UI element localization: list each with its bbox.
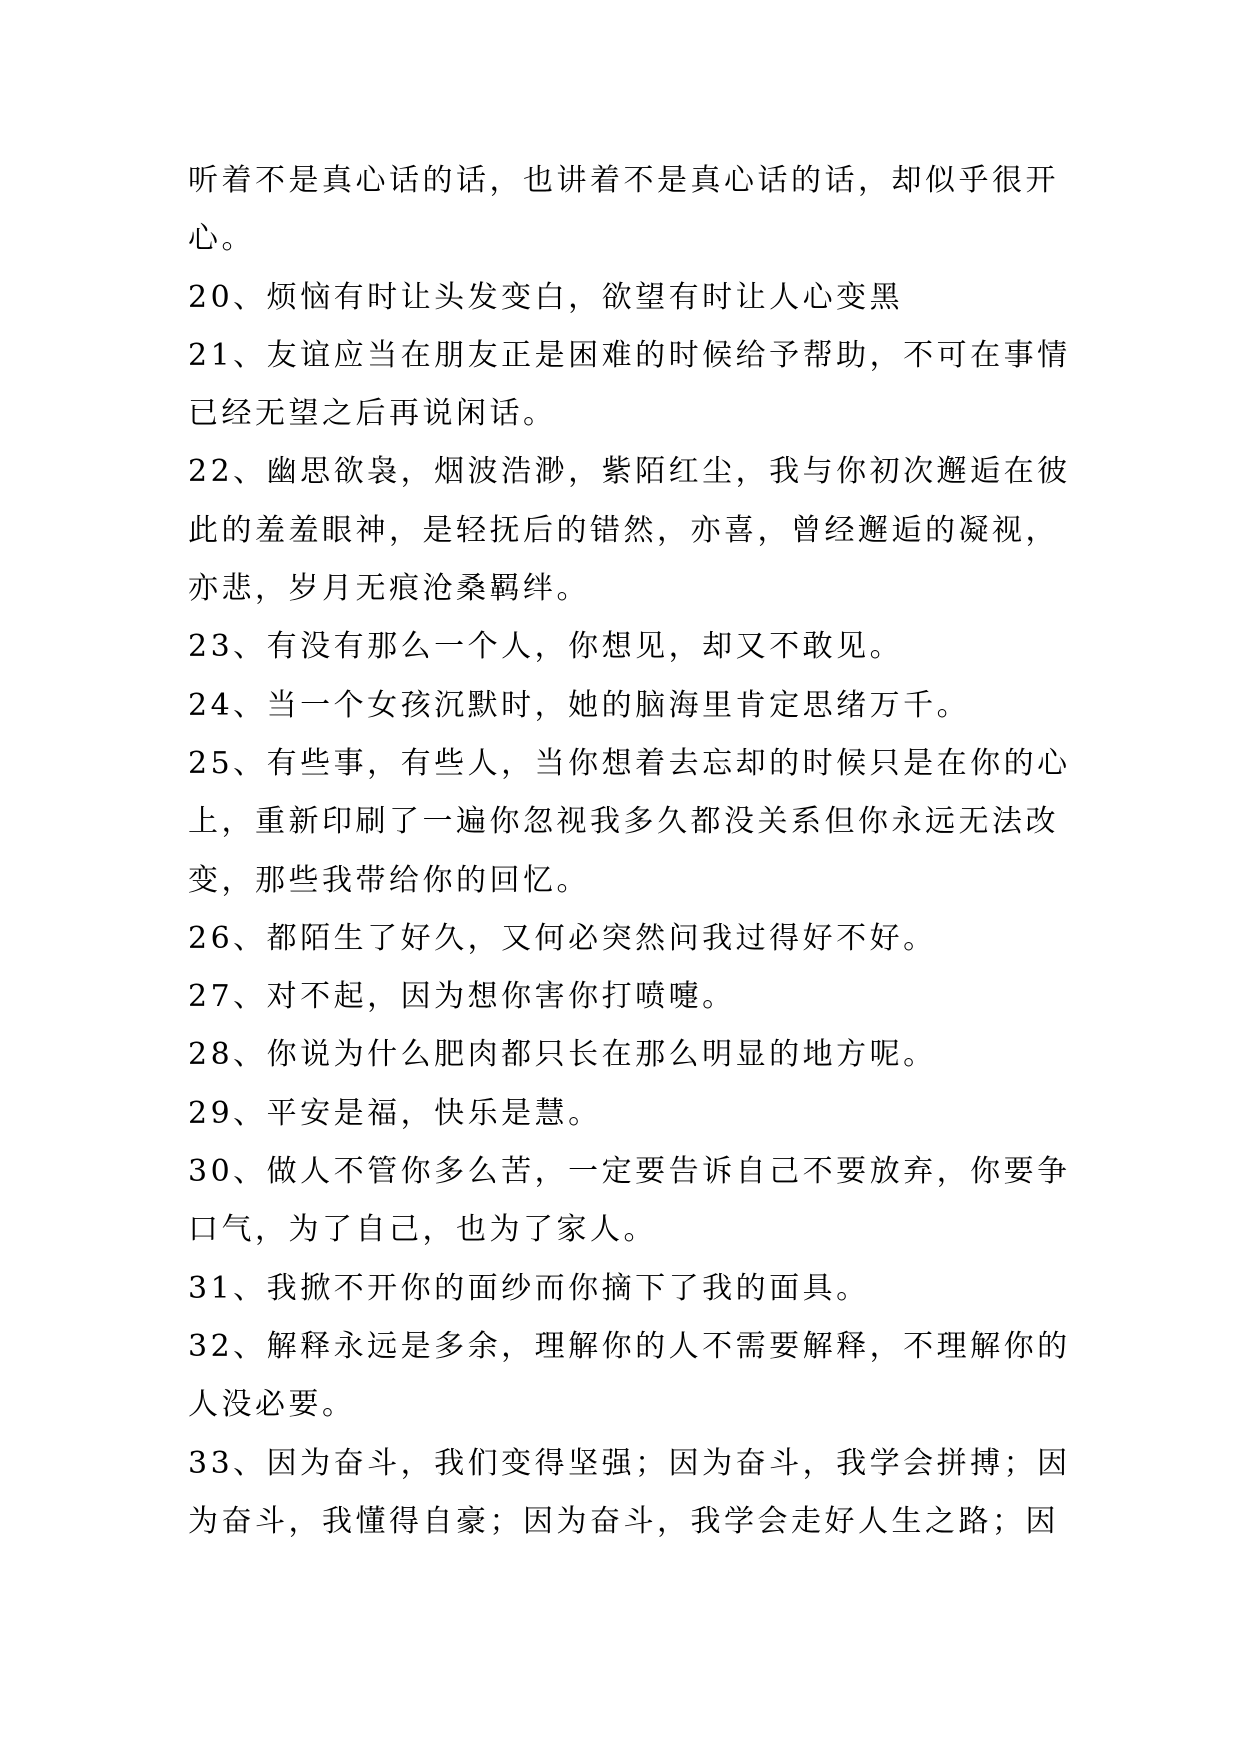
text-line: 人没必要。 (188, 1387, 356, 1423)
text-line: 33、因为奋斗，我们变得坚强；因为奋斗，我学会拼搏；因 (188, 1445, 1071, 1481)
text-line: 30、做人不管你多么苦，一定要告诉自己不要放弃，你要争 (188, 1154, 1071, 1190)
text-line: 22、幽思欲袅，烟波浩渺，紫陌红尘，我与你初次邂逅在彼 (188, 454, 1071, 490)
text-line: 32、解释永远是多余，理解你的人不需要解释，不理解你的 (188, 1328, 1071, 1364)
text-line: 已经无望之后再说闲话。 (188, 396, 557, 432)
text-line: 为奋斗，我懂得自豪；因为奋斗，我学会走好人生之路；因 (188, 1503, 1059, 1539)
text-line: 26、都陌生了好久，又何必突然问我过得好不好。 (188, 920, 937, 956)
document-body (188, 152, 1071, 1551)
text-line: 亦悲，岁月无痕沧桑羁绊。 (188, 571, 590, 607)
text-line: 28、你说为什么肥肉都只长在那么明显的地方呢。 (188, 1037, 937, 1073)
text-line: 25、有些事，有些人，当你想着去忘却的时候只是在你的心 (188, 745, 1071, 781)
text-line: 此的羞羞眼神，是轻抚后的错然，亦喜，曾经邂逅的凝视， (188, 512, 1059, 548)
text-line: 24、当一个女孩沉默时，她的脑海里肯定思绪万千。 (188, 687, 971, 723)
text-line: 29、平安是福，快乐是慧。 (188, 1095, 602, 1131)
text-line: 20、烦恼有时让头发变白，欲望有时让人心变黑 (188, 279, 904, 315)
text-line: 变，那些我带给你的回忆。 (188, 862, 590, 898)
text-line: 口气，为了自己，也为了家人。 (188, 1212, 657, 1248)
text-line: 心。 (188, 221, 255, 257)
text-line: 23、有没有那么一个人，你想见，却又不敢见。 (188, 629, 904, 665)
text-line: 27、对不起，因为想你害你打喷嚏。 (188, 979, 736, 1015)
text-line: 21、友谊应当在朋友正是困难的时候给予帮助，不可在事情 (188, 337, 1071, 373)
text-line: 听着不是真心话的话，也讲着不是真心话的话，却似乎很开 (188, 163, 1059, 198)
text-line: 31、我掀不开你的面纱而你摘下了我的面具。 (188, 1270, 870, 1306)
text-line: 上，重新印刷了一遍你忽视我多久都没关系但你永远无法改 (188, 804, 1059, 840)
